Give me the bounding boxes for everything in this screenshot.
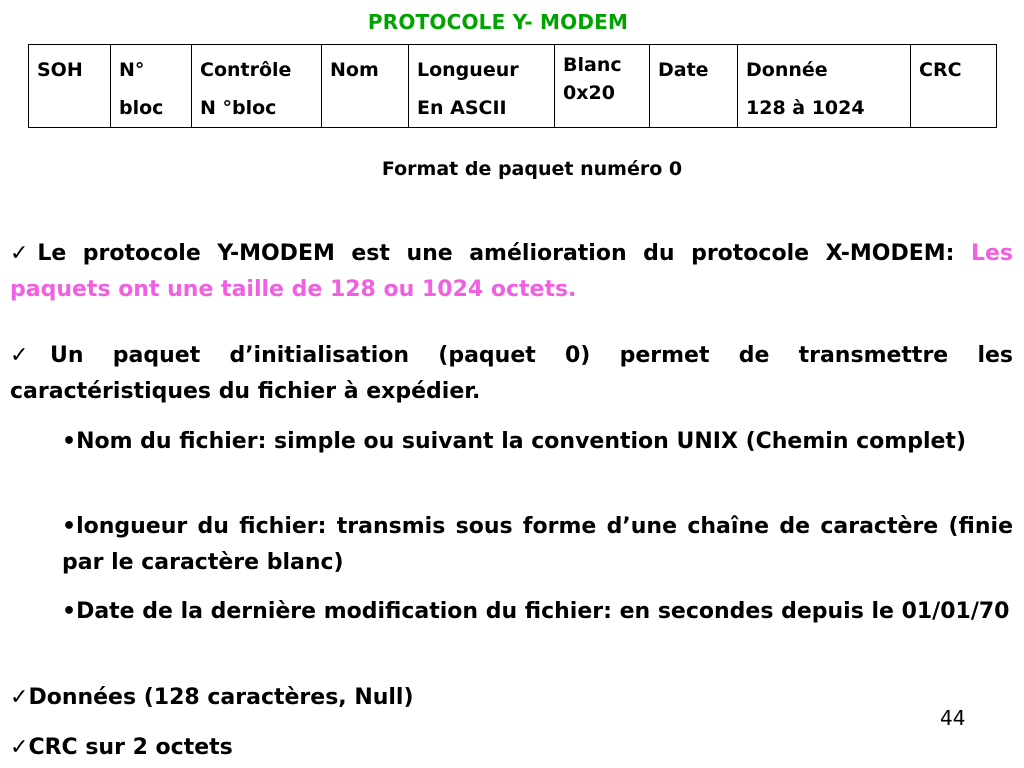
bullet-icon: • xyxy=(62,514,77,539)
check-icon: ✓ xyxy=(10,685,29,710)
check-icon: ✓ xyxy=(10,343,51,368)
point-crc: ✓CRC sur 2 octets xyxy=(10,735,233,760)
packet-format-table xyxy=(28,44,997,128)
table-caption: Format de paquet numéro 0 xyxy=(381,158,683,180)
bullet-icon: • xyxy=(62,599,77,624)
field-block-number: N° bloc xyxy=(111,45,192,128)
point-init-packet: ✓Un paquet d’initialisation (paquet 0) permet de transmettre les caractéristiques du fichier à expédier. xyxy=(10,343,1014,404)
point-data: ✓Données (128 caractères, Null) xyxy=(10,685,414,710)
field-soh: SOH xyxy=(29,45,111,128)
check-icon: ✓ xyxy=(10,735,29,760)
field-name: Nom xyxy=(322,45,409,128)
page-number: 44 xyxy=(940,706,966,730)
field-blank: Blanc 0x20 xyxy=(555,45,650,128)
field-crc: CRC xyxy=(911,45,997,128)
slide-title: PROTOCOLE Y- MODEM xyxy=(367,10,629,34)
field-length: Longueur En ASCII xyxy=(409,45,555,128)
highlight-text: Les paquets ont une taille de 128 ou 1024 octets. xyxy=(10,241,1014,302)
sub-point-length: •longueur du fichier: transmis sous forme d’une chaîne de caractère (finie par le caractère blanc) xyxy=(62,514,1013,575)
field-date: Date xyxy=(650,45,738,128)
sub-point-filename: •Nom du fichier: simple ou suivant la convention UNIX (Chemin complet) xyxy=(62,429,966,454)
field-block-number-check: Contrôle N °bloc xyxy=(192,45,322,128)
sub-point-date: •Date de la dernière modification du fichier: en secondes depuis le 01/01/70 xyxy=(62,599,1010,624)
check-icon: ✓ xyxy=(10,241,38,266)
field-data: Donnée 128 à 1024 xyxy=(738,45,911,128)
point-improvement: ✓Le protocole Y-MODEM est une amélioration du protocole X-MODEM: Les paquets ont une taille de 128 ou 1024 octets. xyxy=(10,241,1014,302)
bullet-icon: • xyxy=(62,429,77,454)
